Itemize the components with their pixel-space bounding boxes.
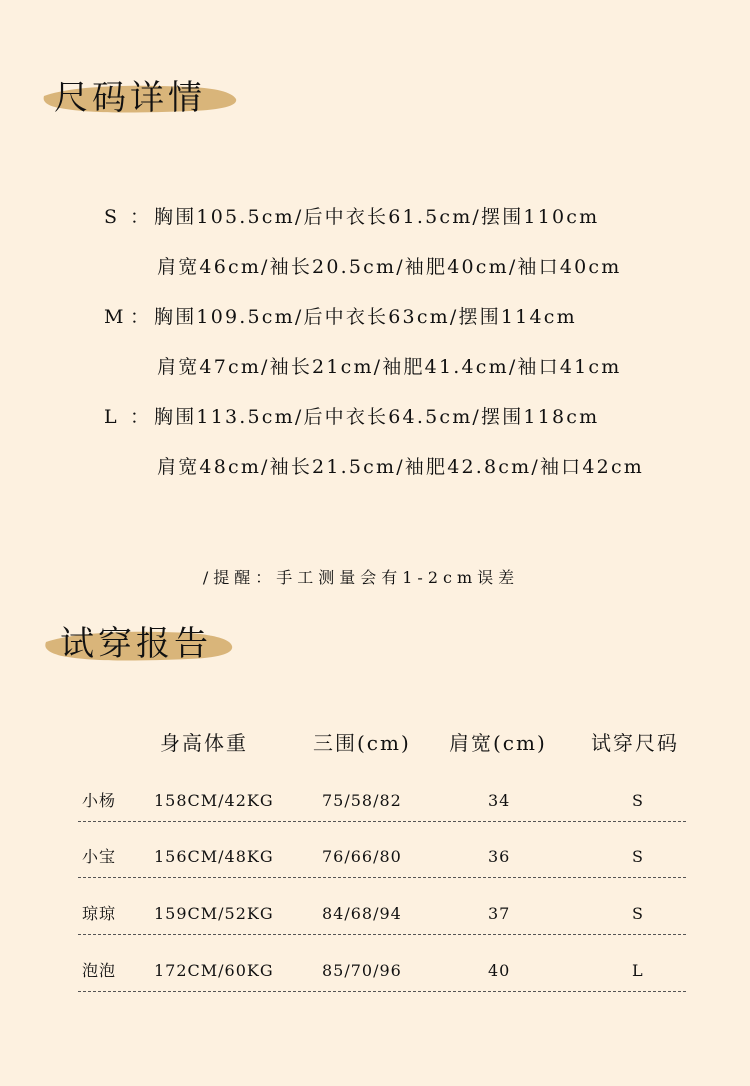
cell-name: 泡泡 [82,961,117,980]
cell-name: 小杨 [82,791,117,810]
size-s-line1 [104,205,599,229]
size-s-line2: 肩宽46cm/袖长20.5cm/袖肥40cm/袖口40cm [157,256,622,278]
size-colon: ： [130,306,152,328]
size-colon: ： [130,406,152,428]
cell-size: S [632,791,644,810]
table-row [78,895,686,935]
cell-shoulder: 40 [488,961,511,980]
size-title-text: 尺码详情 [54,78,206,118]
header-try-size: 试穿尺码 [591,731,679,755]
cell-size: S [632,904,644,923]
cell-shoulder: 34 [488,791,511,810]
size-letter: M [104,306,126,328]
cell-measurements: 76/66/80 [322,847,402,866]
table-row [78,838,686,878]
cell-size: S [632,847,644,866]
row-divider [78,877,686,878]
cell-height-weight: 172CM/60KG [154,961,274,980]
cell-height-weight: 156CM/48KG [154,847,274,866]
cell-height-weight: 159CM/52KG [154,904,274,923]
row-divider [78,934,686,935]
header-measurements: 三围(cm) [313,731,411,755]
row-divider [78,821,686,822]
size-l-line1 [104,405,599,429]
row-divider [78,991,686,992]
size-m-line2: 肩宽47cm/袖长21cm/袖肥41.4cm/袖口41cm [157,356,622,378]
table-row [78,782,686,822]
header-shoulder: 肩宽(cm) [449,731,547,755]
cell-measurements: 85/70/96 [322,961,402,980]
cell-measurements: 84/68/94 [322,904,402,923]
cell-shoulder: 36 [488,847,511,866]
size-letter: L [104,406,119,428]
measurement-reminder: /提醒：手工测量会有1-2cm误差 [202,568,520,587]
cell-shoulder: 37 [488,904,511,923]
table-row [78,952,686,992]
size-letter: S [104,206,120,228]
cell-name: 小宝 [82,847,117,866]
size-measurements: 胸围109.5cm/后中衣长63cm/摆围114cm [154,306,577,328]
size-measurements: 胸围113.5cm/后中衣长64.5cm/摆围118cm [154,406,600,428]
size-m-line1 [104,305,577,329]
header-height-weight: 身高体重 [160,731,248,755]
size-colon: ： [130,206,152,228]
cell-size: L [632,961,644,980]
cell-name: 琼琼 [82,904,117,923]
size-l-line2: 肩宽48cm/袖长21.5cm/袖肥42.8cm/袖口42cm [157,456,644,478]
try-title-text: 试穿报告 [60,624,212,664]
size-measurements: 胸围105.5cm/后中衣长61.5cm/摆围110cm [154,206,600,228]
cell-measurements: 75/58/82 [322,791,402,810]
cell-height-weight: 158CM/42KG [154,791,274,810]
